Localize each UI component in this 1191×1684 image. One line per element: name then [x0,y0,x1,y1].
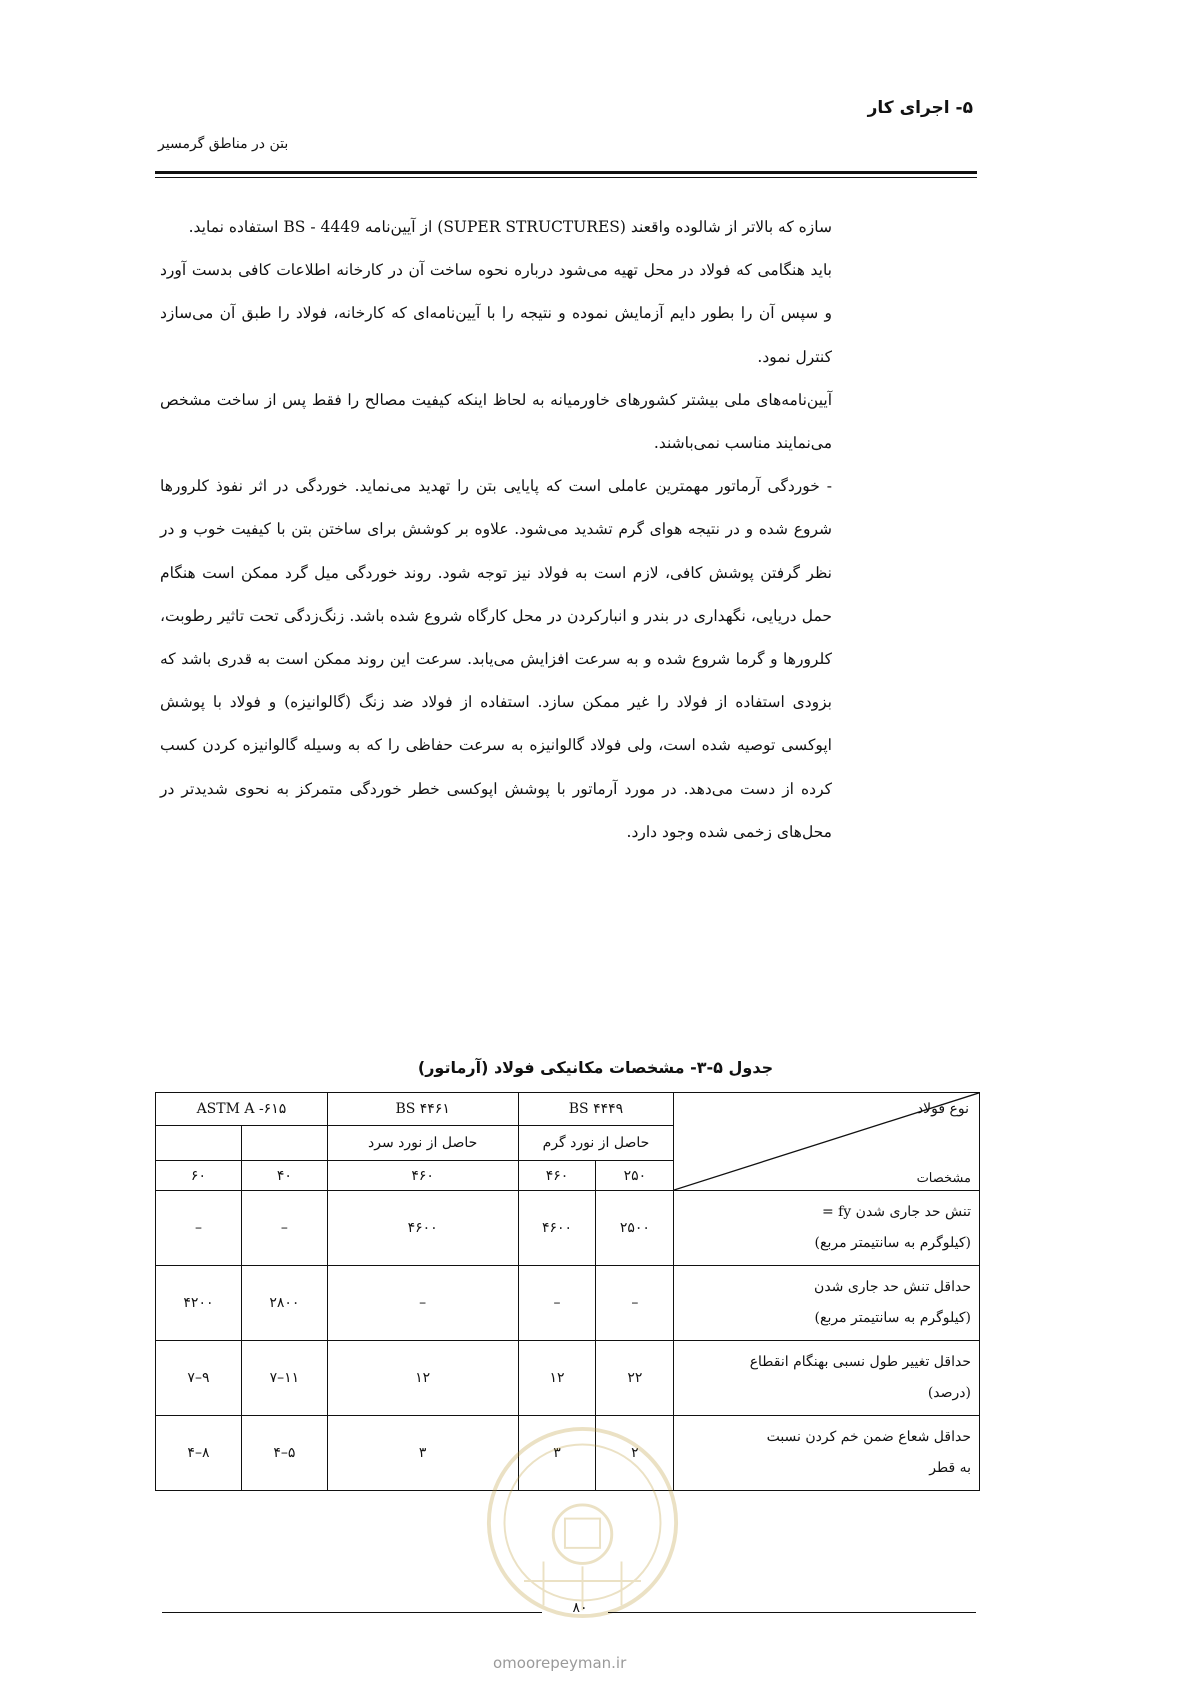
row-label [674,1416,980,1491]
value-cell: ۲۸۰۰ [241,1266,327,1341]
table-row [156,1266,980,1341]
value-cell: ۷–۹ [156,1341,242,1416]
grade-cell: ۲۵۰ [596,1161,674,1191]
corner-bottom-label: مشخصات [916,1171,971,1186]
header-astm: ASTM A -۶۱۵ [156,1093,328,1126]
row-label-line: حداقل شعاع ضمن خم کردن نسبت [766,1429,971,1445]
paragraph: - خوردگی آرماتور مهمترین عاملی است که پایایی بتن را تهدید می‌نماید. خوردگی در اثر نفوذ کلرورها شروع شده و در نتیجه هوای گرم تشدید می‌شود. علاوه بر کوشش برای ساختن بتن با کیفیت خوب و در نظر گرفتن پوشش کافی، لازم است به فولاد نیز توجه شود. روند خوردگی میل گرد ممکن است هنگام حمل دریایی، نگهداری در بندر و انبارکردن در محل کارگاه شروع شده باشد. زنگ‌زدگی تحت تاثیر رطوبت، کلرورها و گرما شروع شده و به سرعت افزایش می‌یابد. سرعت این روند ممکن است به قدری باشد که بزودی استفاده از فولاد را غیر ممکن سازد. استفاده از فولاد ضد زنگ (گالوانیزه) و فولاد با پوشش اپوکسی توصیه شده است، ولی فولاد گالوانیزه به سرعت حفاظی را که به وسیله گالوانیزه کردن کسب کرده از دست می‌دهد. در مورد آرماتور با پوشش اپوکسی خطر خوردگی متمرکز به نحوی شدیدتر در محل‌های زخمی شده وجود دارد. [160,477,832,841]
value-cell: ۴۶۰۰ [327,1191,518,1266]
value-cell: ۴۲۰۰ [156,1266,242,1341]
table-title: جدول ۵-۳- مشخصات مکانیکی فولاد (آرماتور) [417,1058,774,1077]
chapter-title: ۵- اجرای کار [867,98,973,118]
page-number: ۸۰ [572,1600,588,1616]
table-row [156,1341,980,1416]
header-rule-thick [155,171,977,174]
value-cell: ۱۲ [518,1341,596,1416]
value-cell: ۱۲ [327,1341,518,1416]
value-cell: ۳ [518,1416,596,1491]
footer-rule-left [162,1612,542,1613]
watermark-site: omoorepeyman.ir [493,1654,627,1672]
paragraph: سازه که بالاتر از شالوده واقعند (SUPER STRUCTURES) از آیین‌نامه BS - 4449 استفاده نماید. [188,218,832,236]
row-label-line: به قطر [929,1460,971,1476]
row-label-line: (کیلوگرم به سانتیمتر مربع) [814,1310,971,1326]
corner-top-label: نوع فولاد [916,1101,969,1117]
value-cell: – [596,1266,674,1341]
value-cell: – [156,1191,242,1266]
row-label [674,1266,980,1341]
value-cell: ۴۶۰۰ [518,1191,596,1266]
value-cell: ۳ [327,1416,518,1491]
empty-cell [156,1126,242,1161]
body-text [160,206,832,854]
grade-cell: ۴۶۰ [518,1161,596,1191]
value-cell: ۲۵۰۰ [596,1191,674,1266]
value-cell: ۲ [596,1416,674,1491]
row-label-line: (کیلوگرم به سانتیمتر مربع) [814,1235,971,1251]
header-bs4449: BS ۴۴۴۹ [518,1093,674,1126]
grade-cell: ۶۰ [156,1161,242,1191]
paragraph: باید هنگامی که فولاد در محل تهیه می‌شود درباره نحوه ساخت آن در کارخانه اطلاعات کافی بدست آورد و سپس آن را بطور دایم آزمایش نموده و نتیجه را با آیین‌نامه‌ای که کارخانه، فولاد را طبق آن می‌سازد کنترل نمود. [160,261,832,366]
value-cell: ۷–۱۱ [241,1341,327,1416]
value-cell: ۴–۵ [241,1416,327,1491]
grade-cell: ۴۶۰ [327,1161,518,1191]
paragraph: آیین‌نامه‌های ملی بیشتر کشورهای خاورمیانه به لحاظ اینکه کیفیت مصالح را فقط پس از ساخت مشخص می‌نمایند مناسب نمی‌باشند. [160,390,832,453]
table-header-row [156,1093,980,1126]
row-label-line: حداقل تنش حد جاری شدن [814,1279,971,1295]
value-cell: – [241,1191,327,1266]
value-cell: ۴–۸ [156,1416,242,1491]
value-cell: – [518,1266,596,1341]
row-label-line: تنش حد جاری شدن fy = [821,1204,971,1220]
value-cell: ۲۲ [596,1341,674,1416]
footer-rule-right [608,1612,976,1613]
corner-header [674,1093,980,1191]
row-label-line: حداقل تغییر طول نسبی بهنگام انقطاع [749,1354,971,1370]
row-label [674,1191,980,1266]
row-label [674,1341,980,1416]
watermark-seal-icon [485,1425,680,1620]
header-bs4461: BS ۴۴۶۱ [327,1093,518,1126]
row-label-line: (درصد) [927,1385,971,1401]
grade-cell: ۴۰ [241,1161,327,1191]
subheader-hot-rolled: حاصل از نورد گرم [518,1126,674,1161]
table-row [156,1191,980,1266]
empty-cell [241,1126,327,1161]
subheader-cold-rolled: حاصل از نورد سرد [327,1126,518,1161]
book-title: بتن در مناطق گرمسیر [158,136,289,152]
header-rule-thin [155,177,977,178]
value-cell: – [327,1266,518,1341]
